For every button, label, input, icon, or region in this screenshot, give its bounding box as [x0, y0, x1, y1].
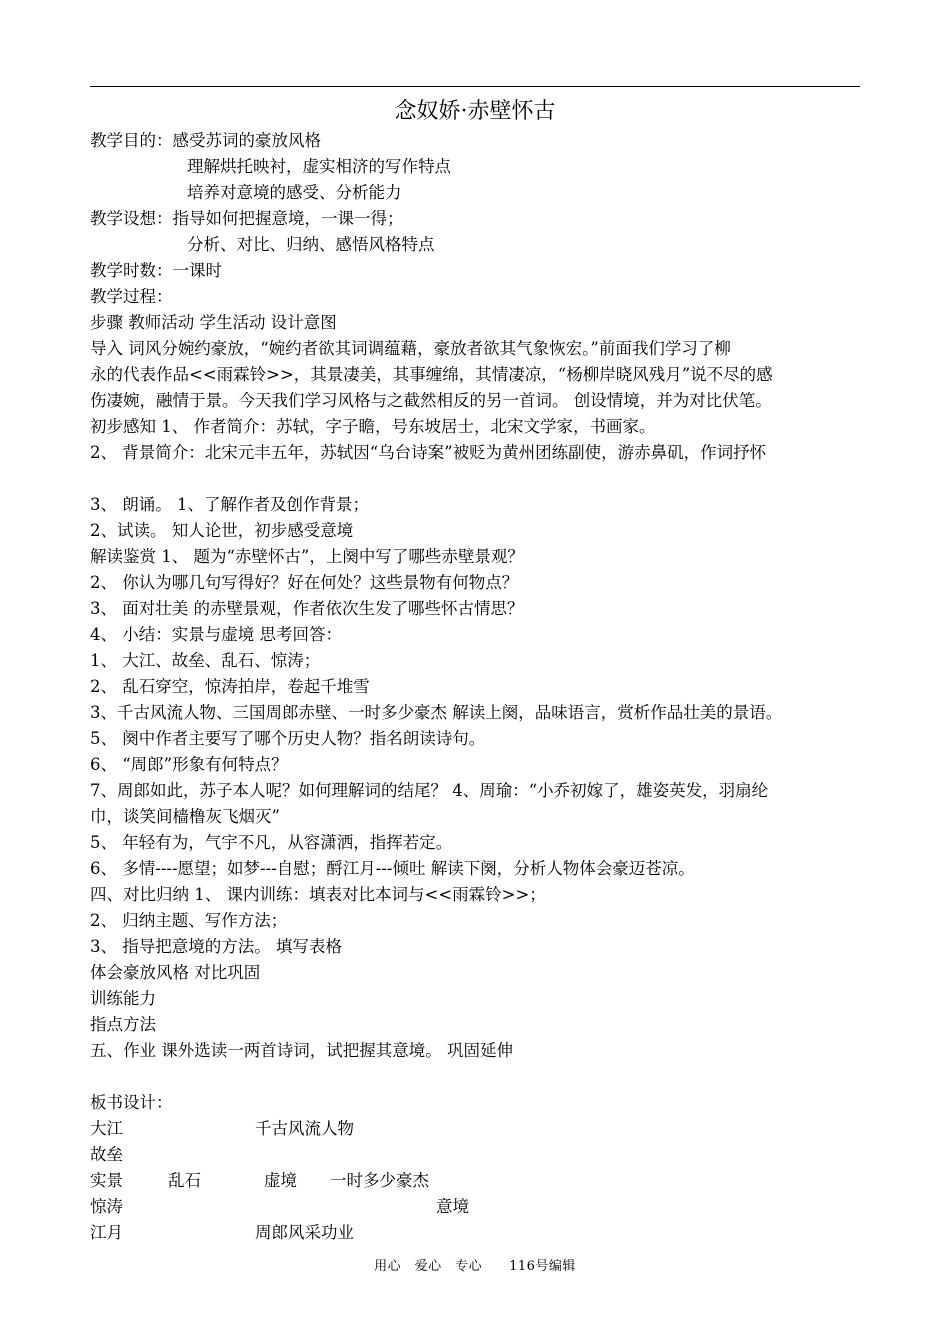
board-label: 周郎风采功业 — [255, 1223, 354, 1242]
text-line: 解读鉴赏 1、 题为“赤壁怀古”，上阕中写了哪些赤壁景观？ — [90, 547, 524, 566]
board-heading: 板书设计： — [90, 1093, 173, 1112]
board-row — [90, 1220, 870, 1246]
board-label: 虚境 — [264, 1171, 297, 1190]
text-line: 永的代表作品<<雨霖铃>>，其景凄美，其事缠绵，其情凄凉，“杨柳岸晓风残月”说不尽的感 — [90, 365, 773, 384]
text-line: 3、 面对壮美 的赤壁景观，作者依次生发了哪些怀古情思？ — [90, 599, 524, 618]
text-line: 2、 乱石穿空，惊涛拍岸，卷起千堆雪 — [90, 677, 370, 696]
text-line: 五、作业 课外选读一两首诗词，试把握其意境。 巩固延伸 — [90, 1041, 513, 1060]
board-label: 千古风流人物 — [255, 1119, 354, 1138]
text-line: 四、对比归纳 1、 课内训练：填表对比本词与<<雨霖铃>>； — [90, 885, 546, 904]
top-rule — [90, 86, 860, 87]
text-line: 3、 朗诵。 1、了解作者及创作背景； — [90, 495, 369, 514]
text-line: 6、 “周郎”形象有何特点？ — [90, 755, 288, 774]
text-line: 教学时数：一课时 — [90, 261, 222, 280]
blank-line — [90, 1064, 870, 1090]
text-line: 3、千古风流人物、三国周郎赤壁、一时多少豪杰 解读上阕，品味语言，赏析作品壮美的景语。 — [90, 703, 783, 722]
board-row — [90, 1142, 870, 1168]
text-line: 教学过程： — [90, 287, 173, 306]
board-row — [90, 1194, 870, 1220]
board-label: 故垒 — [90, 1145, 123, 1164]
text-line: 初步感知 1、 作者简介：苏轼，字子瞻，号东坡居士，北宋文学家，书画家。 — [90, 417, 656, 436]
text-line: 教学目的：感受苏词的豪放风格 — [90, 131, 321, 150]
board-row — [90, 1116, 870, 1142]
board-label: 乱石 — [168, 1171, 201, 1190]
text-line: 3、 指导把意境的方法。 填写表格 — [90, 937, 342, 956]
text-line: 步骤 教师活动 学生活动 设计意图 — [90, 313, 337, 332]
text-line: 2、 归纳主题、写作方法； — [90, 911, 288, 930]
text-line: 2、 你认为哪几句写得好？好在何处？这些景物有何物点？ — [90, 573, 519, 592]
text-line: 伤凄婉，融情于景。今天我们学习风格与之截然相反的另一首词。 创设情境，并为对比伏笔。 — [90, 391, 772, 410]
page-title: 念奴娇·赤壁怀古 — [394, 99, 556, 124]
page-footer: 用心 爱心 专心 116号编辑 — [374, 1259, 576, 1274]
text-line: 2、试读。 知人论世，初步感受意境 — [90, 521, 354, 540]
text-line: 教学设想：指导如何把握意境，一课一得； — [90, 209, 404, 228]
blank-line — [90, 466, 870, 492]
text-line: 2、 背景简介：北宋元丰五年，苏轼因“乌台诗案”被贬为黄州团练副使，游赤鼻矶，作词抒怀 — [90, 443, 767, 462]
text-line: 巾，谈笑间樯橹灰飞烟灭” — [90, 807, 280, 826]
text-line: 5、 阕中作者主要写了哪个历史人物？指名朗读诗句。 — [90, 729, 486, 748]
board-label: 实景 — [90, 1171, 123, 1190]
board-design — [90, 1116, 870, 1246]
board-label: 一时多少豪杰 — [330, 1171, 429, 1190]
board-label: 惊涛 — [90, 1197, 123, 1216]
text-line: 指点方法 — [90, 1015, 156, 1034]
board-label: 江月 — [90, 1223, 123, 1242]
text-line: 7、周郎如此，苏子本人呢？如何理解词的结尾？ 4、周瑜：“小乔初嫁了，雄姿英发，羽扇纶 — [90, 781, 769, 800]
board-label: 意境 — [436, 1197, 469, 1216]
text-line: 分析、对比、归纳、感悟风格特点 — [187, 235, 435, 254]
board-row — [90, 1168, 870, 1194]
text-line: 4、 小结：实景与虚境 思考回答： — [90, 625, 342, 644]
text-line: 6、 多情----愿望；如梦---自慰；酹江月---倾吐 解读下阕，分析人物体会豪迈苍凉。 — [90, 859, 695, 878]
text-line: 培养对意境的感受、分析能力 — [187, 183, 402, 202]
text-line: 训练能力 — [90, 989, 156, 1008]
text-line: 理解烘托映衬，虚实相济的写作特点 — [187, 157, 451, 176]
text-line: 导入 词风分婉约豪放，“婉约者欲其词调蕴藉，豪放者欲其气象恢宏。”前面我们学习了柳 — [90, 339, 731, 358]
board-label: 大江 — [90, 1119, 123, 1138]
document-body — [90, 128, 870, 1116]
text-line: 体会豪放风格 对比巩固 — [90, 963, 261, 982]
text-line: 1、 大江、故垒、乱石、惊涛； — [90, 651, 321, 670]
text-line: 5、 年轻有为，气宇不凡，从容潇洒，指挥若定。 — [90, 833, 453, 852]
